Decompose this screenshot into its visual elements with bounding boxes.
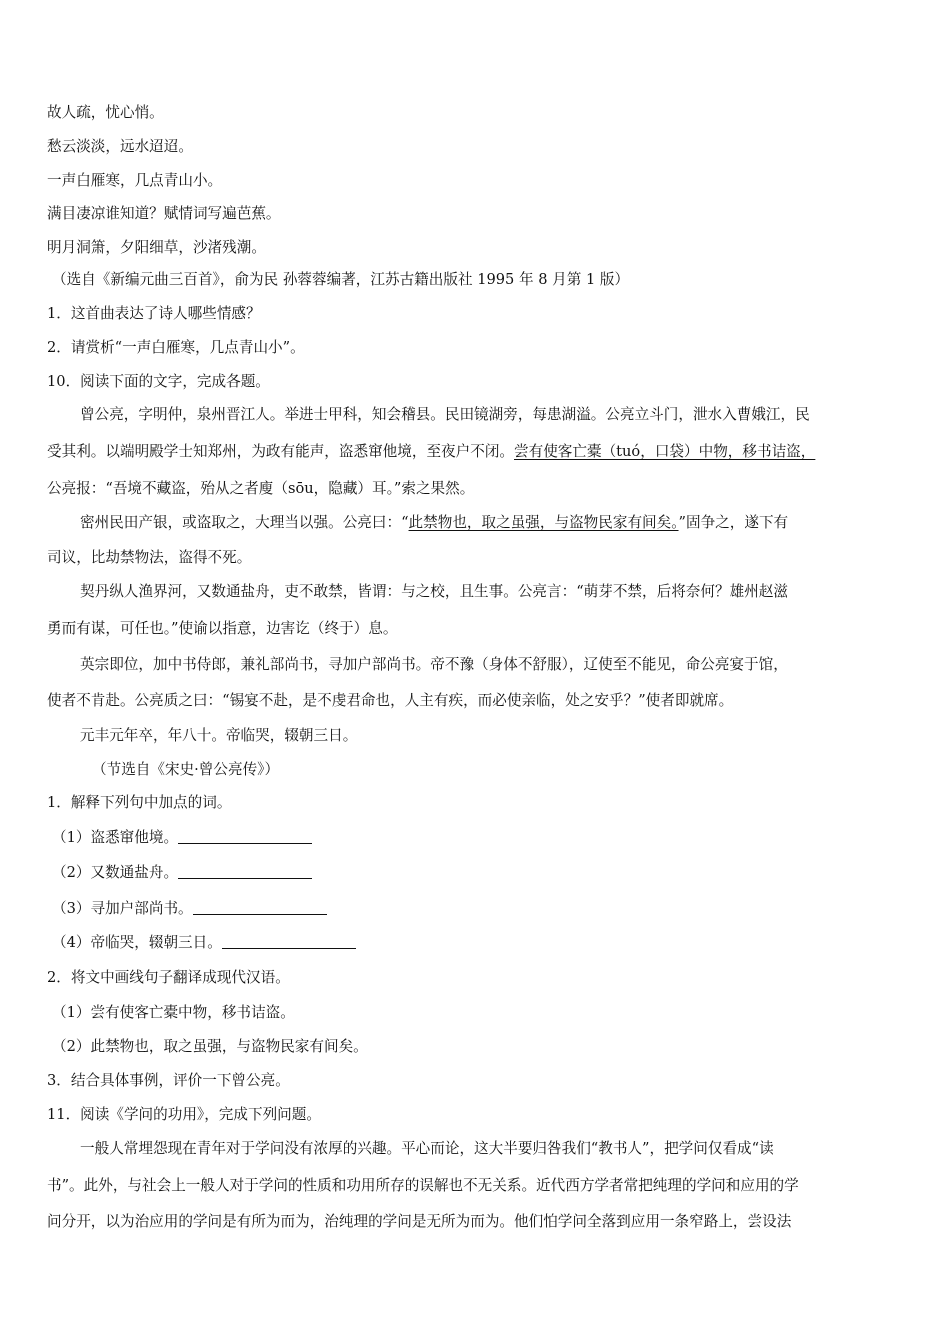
item-text: （3）寻加户部尚书。 [52, 900, 193, 917]
question-10-sub-2: 2．将文中画线句子翻译成现代汉语。 [47, 969, 290, 986]
question-9-sub-2: 2．请赏析“一声白雁寒，几点青山小”。 [47, 339, 305, 356]
underlined-sentence-1: 尝有使客亡橐（tuó，口袋）中物，移书诘盗， [514, 443, 816, 460]
poem-line-2: 愁云淡淡，远水迢迢。 [47, 138, 193, 155]
passage-10-p1-line-2 [47, 442, 907, 462]
passage-11-line-1: 一般人常埋怨现在青年对于学问没有浓厚的兴趣。平心而论，这大半要归咎我们“教书人”，把学问仅看成“读 [80, 1140, 774, 1157]
passage-10-source: （节选自《宋史·曾公亮传》） [92, 761, 280, 778]
question-10-sub-1: 1．解释下列句中加点的词。 [47, 794, 232, 811]
answer-blank[interactable] [178, 864, 312, 879]
underlined-sentence-2: 此禁物也，取之虽强，与盗物民家有间矣。 [408, 514, 679, 531]
answer-blank[interactable] [222, 934, 356, 949]
passage-11-line-2: 书”。此外，与社会上一般人对于学问的性质和功用所存的误解也不无关系。近代西方学者常把纯理的学问和应用的学 [47, 1177, 799, 1194]
poem-line-1: 故人疏，忧心悄。 [47, 104, 164, 121]
passage-10-p1-text: 受其利。以端明殿学士知郑州，为政有能声，盗悉窜他境，至夜户不闭。 [47, 443, 515, 460]
poem-source: （选自《新编元曲三百首》，俞为民 孙蓉蓉编著，江苏古籍出版社 1995 年 8 月第 1 版） [52, 271, 630, 288]
question-10-sub-1-item-3 [52, 899, 912, 919]
question-10-sub-1-item-4 [52, 933, 912, 953]
passage-10-p5: 元丰元年卒，年八十。帝临哭，辍朝三日。 [80, 727, 358, 744]
passage-10-p2-text: 密州民田产银，或盗取之，大理当以强。公亮曰：“ [80, 514, 409, 531]
passage-10-p2-line-1 [80, 513, 907, 533]
passage-11-line-3: 问分开，以为治应用的学问是有所为而为，治纯理的学问是无所为而为。他们怕学问全落到应用一条窄路上，尝设法 [47, 1213, 792, 1230]
question-11-title: 11．阅读《学问的功用》，完成下列问题。 [47, 1106, 321, 1123]
question-9-sub-1: 1．这首曲表达了诗人哪些情感？ [47, 305, 261, 322]
passage-10-p3-line-2: 勇而有谋，可任也。”使谕以指意，边害讫（终于）息。 [47, 620, 398, 637]
passage-10-p1-line-3: 公亮报：“吾境不藏盗，殆从之者廋（sōu，隐藏）耳。”索之果然。 [47, 480, 475, 497]
passage-10-p2-line-2: 司议，比劫禁物法，盗得不死。 [47, 549, 252, 566]
poem-line-4: 满目凄凉谁知道？赋情词写遍芭蕉。 [47, 205, 281, 222]
item-text: （4）帝临哭，辍朝三日。 [52, 934, 222, 951]
passage-10-p4-line-1: 英宗即位，加中书侍郎，兼礼部尚书，寻加户部尚书。帝不豫（身体不舒服），辽使至不能见，命公亮宴于馆， [80, 656, 788, 673]
item-text: （2）又数通盐舟。 [52, 864, 179, 881]
passage-10-p3-line-1: 契丹纵人渔界河，又数通盐舟，吏不敢禁，皆谓：与之校，且生事。公亮言：“萌芽不禁，后将奈何？雄州赵滋 [80, 583, 788, 600]
answer-blank[interactable] [193, 900, 327, 915]
question-10-sub-3: 3．结合具体事例，评价一下曾公亮。 [47, 1072, 290, 1089]
passage-10-p4-line-2: 使者不肯赴。公亮质之曰：“锡宴不赴，是不虔君命也，人主有疾，而必使亲临，处之安乎？”使者即就席。 [47, 692, 734, 709]
question-10-sub-2-item-2: （2）此禁物也，取之虽强，与盗物民家有间矣。 [52, 1038, 368, 1055]
question-10-sub-2-item-1: （1）尝有使客亡橐中物，移书诘盗。 [52, 1004, 295, 1021]
question-10-title: 10．阅读下面的文字，完成各题。 [47, 373, 270, 390]
poem-line-3: 一声白雁寒，几点青山小。 [47, 172, 223, 189]
answer-blank[interactable] [178, 829, 312, 844]
passage-10-p2-text-end: ”固争之，遂下有 [678, 514, 789, 531]
item-text: （1）盗悉窜他境。 [52, 829, 179, 846]
question-10-sub-1-item-2 [52, 863, 912, 883]
poem-line-5: 明月洞箫，夕阳细草，沙渚残潮。 [47, 239, 266, 256]
passage-10-p1-line-1: 曾公亮，字明仲，泉州晋江人。举进士甲科，知会稽县。民田镜湖旁，每患湖溢。公亮立斗门，泄水入曹娥江，民 [80, 406, 810, 423]
question-10-sub-1-item-1 [52, 828, 912, 848]
